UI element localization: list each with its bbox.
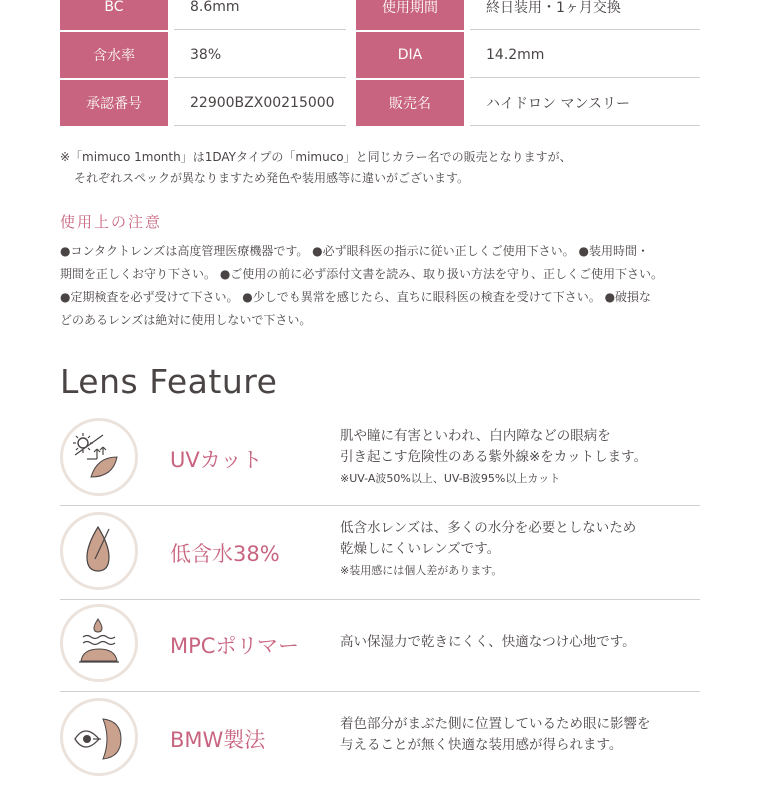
feature-item-water	[60, 508, 700, 600]
feature-desc-line: 肌や瞳に有害といわれ、白内障などの眼病を	[340, 428, 611, 444]
feature-divider	[60, 691, 700, 692]
moisture-lens-icon	[60, 604, 138, 682]
caution-text	[60, 240, 702, 332]
feature-footnote: ※UV-A波50%以上、UV-B波95%以上カット	[340, 472, 561, 485]
feature-name: BMW製法	[170, 728, 266, 752]
feature-item-uv	[60, 414, 700, 506]
note-line: ※「mimuco 1month」は1DAYタイプの「mimuco」と同じカラー名での販売となりますが、	[60, 150, 572, 164]
feature-desc-line: 乾燥しにくいレンズです。	[340, 541, 501, 557]
caution-line: ●コンタクトレンズは高度管理医療機器です。 ●必ず眼科医の指示に従い正しくご使用下さい。 ●装用時間・	[60, 244, 649, 258]
uv-cut-icon	[60, 418, 138, 496]
feature-divider	[60, 505, 700, 506]
lens-feature-title: Lens Feature	[60, 362, 278, 401]
spec-header: 使用期間	[356, 0, 464, 30]
spec-value: ハイドロン マンスリー	[470, 80, 700, 126]
feature-desc-line: 引き起こす危険性のある紫外線※をカットします。	[340, 449, 648, 465]
feature-desc-line: 与えることが無く快適な装用感が得られます。	[340, 737, 623, 753]
feature-footnote: ※装用感には個人差があります。	[340, 564, 503, 577]
water-drop-icon	[60, 512, 138, 590]
note-line: それぞれスペックが異なりますため発色や装用感等に違いがございます。	[74, 171, 470, 185]
spec-header: BC	[60, 0, 168, 30]
feature-description	[340, 632, 700, 653]
spec-value: 8.6mm	[174, 0, 346, 30]
spec-row	[60, 0, 700, 31]
spec-value: 14.2mm	[470, 32, 700, 78]
feature-desc-line: 高い保湿力で乾きにくく、快適なつけ心地です。	[340, 634, 636, 650]
feature-description	[340, 714, 700, 756]
caution-line: どのあるレンズは絶対に使用しないで下さい。	[60, 313, 312, 327]
spec-row	[60, 32, 700, 79]
feature-description	[340, 426, 700, 490]
spec-header: DIA	[356, 32, 464, 78]
spec-header: 承認番号	[60, 80, 168, 126]
spec-header: 販売名	[356, 80, 464, 126]
caution-line: 期間を正しくお守り下さい。 ●ご使用の前に必ず添付文書を読み、取り扱い方法を守り、正しくご使用下さい。	[60, 267, 664, 281]
feature-name: 低含水38%	[170, 542, 280, 566]
feature-item-bmw	[60, 694, 700, 786]
feature-description	[340, 518, 700, 582]
feature-name: UVカット	[170, 448, 263, 472]
eye-lens-icon	[60, 698, 138, 776]
spec-note	[60, 147, 700, 189]
caution-title: 使用上の注意	[60, 213, 163, 231]
spec-header: 含水率	[60, 32, 168, 78]
spec-value: 22900BZX00215000	[174, 80, 346, 126]
feature-desc-line: 着色部分がまぶた側に位置しているため眼に影響を	[340, 716, 651, 732]
feature-desc-line: 低含水レンズは、多くの水分を必要としないため	[340, 520, 637, 536]
spec-value: 終日装用・1ヶ月交換	[470, 0, 700, 30]
feature-name: MPCポリマー	[170, 634, 300, 658]
feature-item-mpc	[60, 600, 700, 692]
spec-value: 38%	[174, 32, 346, 78]
spec-row	[60, 80, 700, 127]
caution-line: ●定期検査を必ず受けて下さい。 ●少しでも異常を感じたら、直ちに眼科医の検査を受けて下さい。 ●破損な	[60, 290, 652, 304]
